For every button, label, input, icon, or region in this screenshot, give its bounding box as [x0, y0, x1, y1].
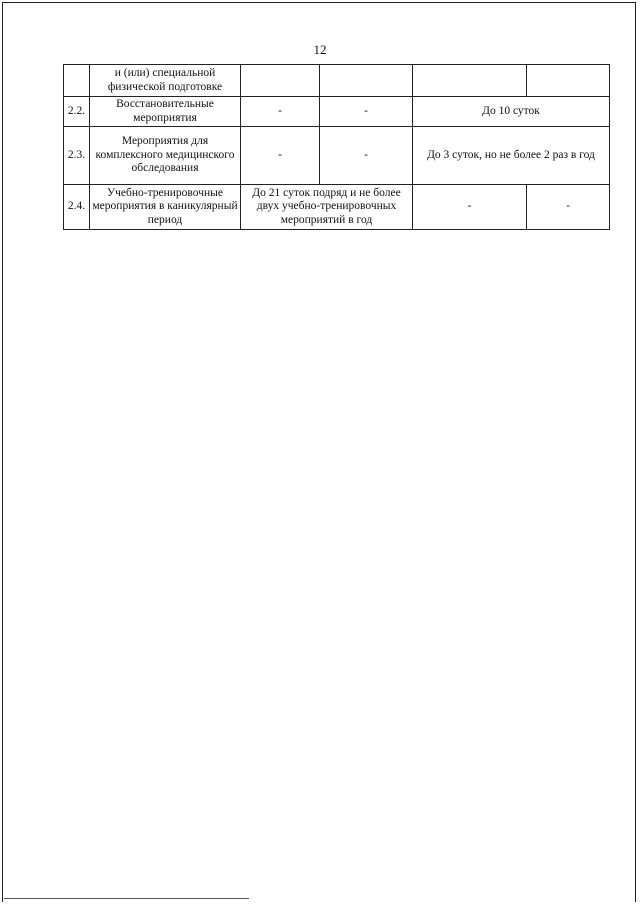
row-number	[64, 65, 90, 97]
table-row	[64, 127, 610, 185]
bottom-rule	[4, 898, 249, 899]
activity-name: Мероприятия для комплексного медицинского обследования	[90, 127, 241, 185]
merged-duration-cell: До 3 суток, но не более 2 раз в год	[413, 127, 610, 185]
merged-duration-cell: До 21 суток подряд и не более двух учебно-тренировочных мероприятий в год	[241, 185, 413, 230]
page-number: 12	[313, 42, 327, 57]
merged-duration-cell: До 10 суток	[413, 97, 610, 127]
schedule-table	[63, 64, 610, 230]
table-cell: -	[241, 97, 320, 127]
table-cell: -	[413, 185, 527, 230]
table-cell: -	[320, 97, 413, 127]
table-cell: -	[241, 127, 320, 185]
table-cell	[320, 65, 413, 97]
table-cell: -	[527, 185, 610, 230]
row-number: 2.3.	[64, 127, 90, 185]
table-cell	[413, 65, 527, 97]
row-number: 2.4.	[64, 185, 90, 230]
row-number: 2.2.	[64, 97, 90, 127]
activity-name: Учебно-тренировочные мероприятия в каникулярный период	[90, 185, 241, 230]
activity-name: и (или) специальной физической подготовке	[90, 65, 241, 97]
table-cell: -	[320, 127, 413, 185]
table-row	[64, 97, 610, 127]
activity-name: Восстановительные мероприятия	[90, 97, 241, 127]
table-cell	[241, 65, 320, 97]
table-cell	[527, 65, 610, 97]
table-row	[64, 185, 610, 230]
table-row	[64, 65, 610, 97]
